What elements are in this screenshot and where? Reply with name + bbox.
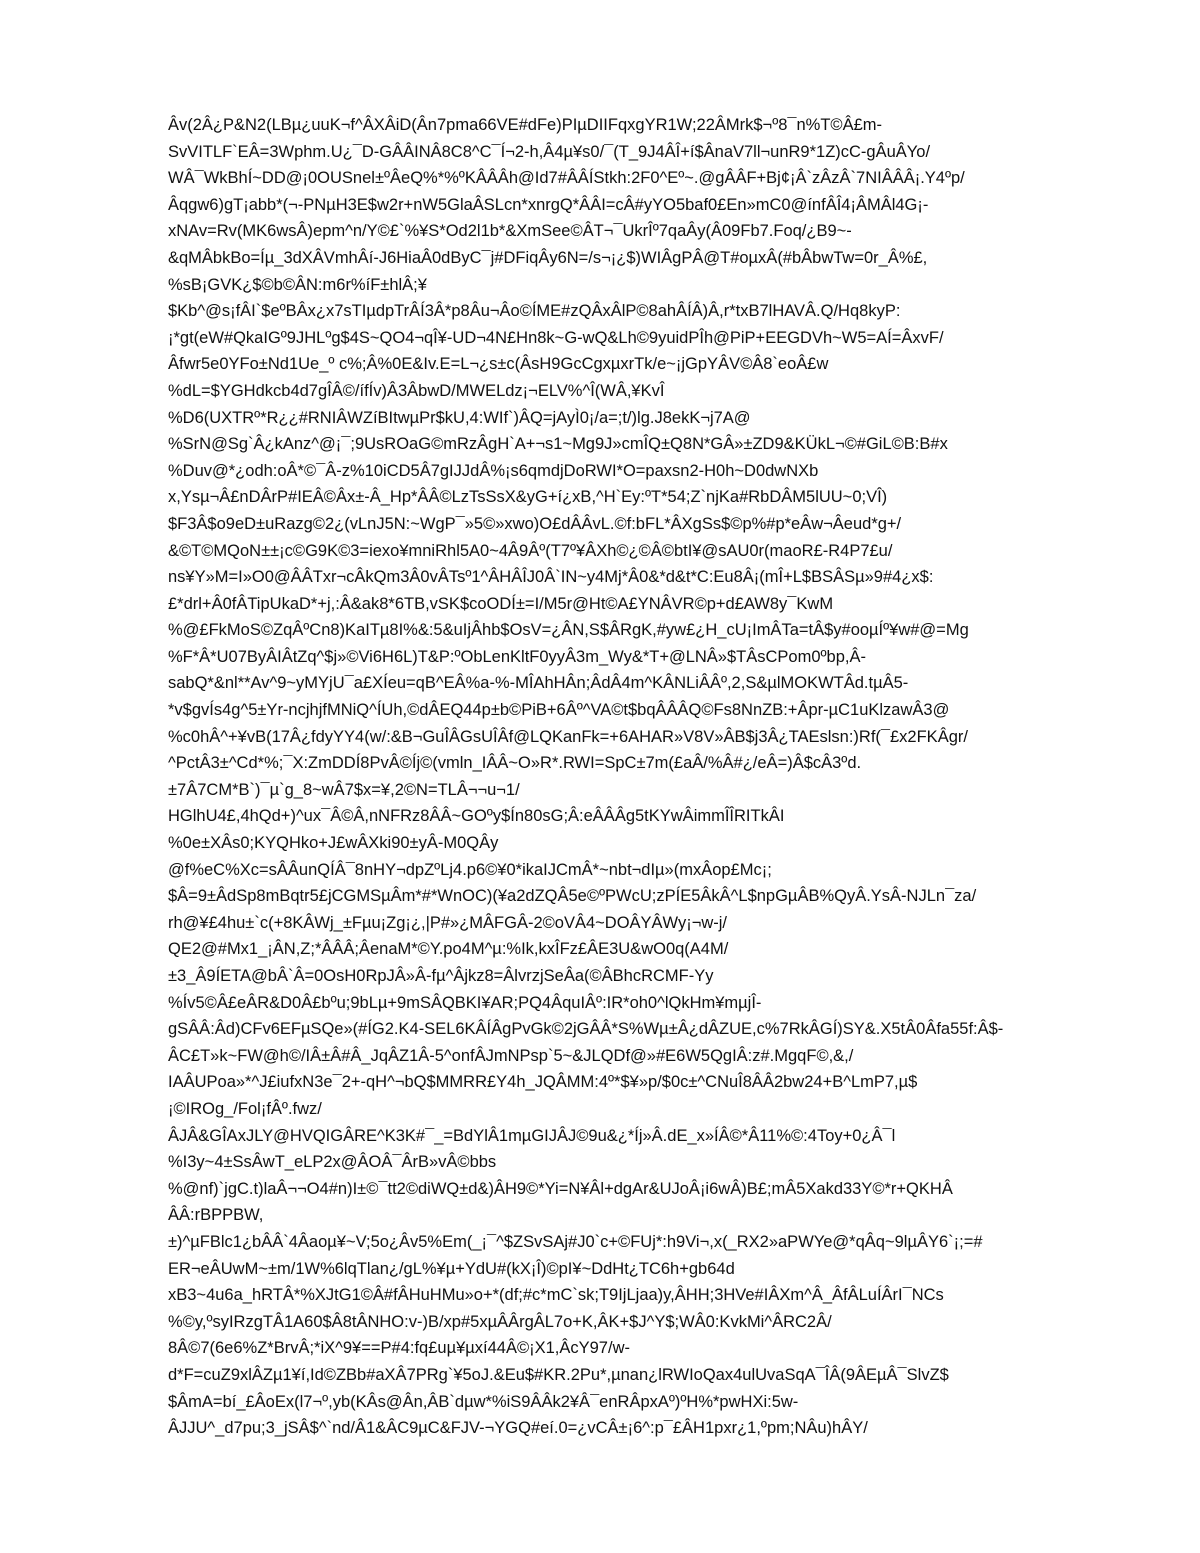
- text-line: gSÂÂ:Âd)CFv6EFµSQe»(#ÍG2.K4-SEL6KÂÍÂgPvGk©2jGÂÂ*S%Wµ±Â¿dÂZUE,c%7RkÂGÍ)SY&.X5tÂ0Âfa55f:Â$-: [168, 1020, 1004, 1039]
- text-line: ±)^µFBlc1¿bÂÂ`4Âaoµ¥~V;5o¿Âv5%Em(_¡¯^$ZSvSAj#J0`c+©FUj*:h9Vi¬,x(_RX2»aPWYe@*qÂq~9lµÂY6`¡;=#: [168, 1232, 983, 1251]
- text-line: xNAv=Rv(MK6wsÂ)epm^n/Y©£`%¥S*Od2l1b*&XmSee©ÂT¬¯UkrÎº7qaÂy(Â09Fb7.Foq/¿B9~-: [168, 222, 852, 241]
- text-line: %SrN@Sg`Â¿kAnz^@¡¯;9UsROaG©mRzÂgH`A+¬s1~Mg9J»cmÎQ±Q8N*GÂ»±ZD9&KÜkL¬©#GiL©B:B#x: [168, 435, 948, 454]
- text-line: %Duv@*¿odh:oÂ*©¯Â-z%10iCD5Â7gIJJdÂ%¡s6qmdjDoRWI*O=paxsn2-H0h~D0dwNXb: [168, 461, 819, 480]
- text-line: &qMÂbkBo=Íµ_3dXÂVmhÂí-J6HiaÂ0dByC¯j#DFiqÂy6N=/s¬¡¿$)WIÂgPÂ@T#oµxÂ(#bÂbwTw=0r_Â%£,: [168, 248, 928, 267]
- text-line: %I3y~4±SsÂwT_eLP2x@ÂOÂ¯ÂrB»vÂ©bbs: [168, 1153, 497, 1172]
- document-body-text: [168, 112, 1128, 1442]
- text-line: Âv(2Â¿P&N2(LBµ¿uuK¬f^ÂXÂiD(Ân7pma66VE#dFe)PIµDIIFqxgYR1W;22ÂMrk$¬º8¯n%T©Â£m-: [168, 116, 883, 134]
- text-line: %@£FkMoS©ZqÂºCn8)KaIТµ8I%&:5&uIjÂhb$OsV=¿ÂN,S$ÂRgK,#yw£¿H_cU¡ImÂTa=tÂ$y#ooµÍº¥w#@=Mg: [168, 621, 969, 640]
- text-line: Âqgw6)gT¡abb*(¬-PNµH3E$w2r+nW5GlaÂSLcn*xnrgQ*ÂÂI=cÂ#yYO5baf0£En»mC0@ínfÂÎ4¡ÂMÂl4G¡-: [168, 195, 929, 214]
- text-line: ±7Â7CM*B`)¯µ`g_8~wÂ7$x=¥,2©N=TLÂ¬¬u¬1/: [168, 780, 520, 799]
- text-line: %Ív5©Â£eÂR&D0Â£bºu;9bLµ+9mSÂQBKI¥AR;PQ4ÂquIÂº:IR*oh0^lQkHm¥mµjÎ-: [168, 993, 762, 1012]
- text-line: %c0hÂ^+¥vB(17Â¿fdyYY4(w/:&B¬GuÎÂGsUÎÂf@LQKanFk=+6AHAR»V8V»ÂB$j3Â¿TAEslsn:)Rf(¯£x2FKÂgr/: [168, 727, 968, 746]
- text-line: %sB¡GVK¿$©b©ÂN:m6r%íF±hlÂ;¥: [168, 275, 427, 294]
- text-line: %©y,ºsyIRzgTÂ1A60$Â8tÂNHO:v-)B/xp#5xµÂÂrgÂL7o+K,ÂK+$J^Y$;WÂ0:KvkMi^ÂRC2Â/: [168, 1312, 832, 1331]
- text-line: HGlhU4£,4hQd+)^ux¯Â©Â,nNFRz8ÂÂ~GOºy$Ín80sG;Â:eÂÂÂg5tKYwÂimmÎÎRITkÂI: [168, 807, 785, 826]
- text-line: ±3_Â9ÍETA@bÂ`Â=0OsH0RpJÂ»Â-fµ^Âjkz8=ÂlvrzjSeÂa(©ÂBhcRCMF-Yy: [168, 967, 714, 985]
- text-line: $ÂmA=bí_£ÂoEx(l7¬º,yb(KÂs@Ân,ÂB`dµw*%iS9ÂÂk2¥Â¯enRÂpxAº)ºH%*pwHXi:5w-: [168, 1392, 799, 1411]
- text-line: ¡©IROg_/Fol¡fÂº.fwz/: [168, 1099, 322, 1118]
- text-line: IAÂUPoa»*^J£iufxN3e¯2+-qH^¬bQ$MMRR£Y4h_JQÂMM:4º*$¥»p/$0c±^CNuÎ8ÂÂ2bw24+B^LmP7,µ$: [168, 1073, 918, 1092]
- text-line: £*drl+Â0fÂTipUkaD*+j,:Â&ak8*6TB,vSK$coODÍ±=I/M5r@Ht©A£YNÂVR©p+d£AW8y¯KwM: [168, 594, 834, 613]
- text-line: xB3~4u6a_hRTÂ*%XJtG1©Â#fÂHuHMu»o+*(df;#c*mC`sk;T9IjLjaa)y,ÂHH;3HVe#IÂXm^Â_ÂfÂLuÍÂrI¯NCs: [168, 1286, 944, 1305]
- text-line: @f%eC%Xc=sÂÂunQÍÂ¯8nHY¬dpZºLj4.p6©¥0*ikaIJCmÂ*~nbt¬dIµ»(mxÂop£Mc¡;: [168, 860, 772, 879]
- text-line: $F3Â$o9eD±uRazg©2¿(vLnJ5N:~WgP¯»5©»xwo)O£dÂÂvL.©f:bFL*ÂXgSs$©p%#p*eÂw¬Âeud*g+/: [168, 514, 902, 533]
- text-line: %F*Â*U07ByÂIÂtZq^$j»©Vi6H6L)T&P:ºObLenKltF0yyÂ3m_Wy&*T+@LNÂ»$TÂsCPom0ºbp,Â-: [168, 647, 866, 666]
- text-line: rh@¥£4hu±`c(+8KÂWj_±Fµu¡Zg¡¿,|P#»¿MÂFGÂ-2©oVÂ4~DOÂYÂWy¡¬w-j/: [168, 913, 728, 932]
- text-line: Âfwr5e0YFo±Nd1Ue_º c%;Â%0E&Iv.E=L¬¿s±c(ÂsH9GcCgxµxrTk/e~¡jGpYÂV©Â8`eoÂ£w: [168, 355, 829, 374]
- text-line: x,Ysµ¬Â£nDÂrP#IEÂ©Âx±-Â_Hp*ÂÂ©LzTsSsX&yG+í¿xB,^H`Ey:ºT*54;Z`njKa#RbDÂM5lUU~0;VÎ): [168, 488, 888, 507]
- text-line: ER¬eÂUwM~±m/1W%6lqTlan¿/gL%¥µ+YdU#(kX¡Î)©pI¥~DdHt¿TC6h+gb64d: [168, 1259, 735, 1278]
- text-line: $Kb^@s¡fÂI`$eºBÂx¿x7sTIµdpTrÂÍ3Â*p8Âu¬Âo©ÍME#zQÂxÂlP©8ahÂÍÂ)Â,r*txB7lHAVÂ.Q/Hq8kyP:: [168, 302, 901, 321]
- text-line: ns¥Y»M=I»O0@ÂÂTxr¬cÂkQm3Â0vÂTsº1^ÂHÂÎJ0Â`IN~y4Mj*Â0&*d&t*C:Eu8Â¡(mÎ+L$BSÂSµ»9#4¿x$:: [168, 568, 934, 587]
- text-line: sabQ*&nl**Av^9~yMYjU¯a£XÍeu=qB^EÂ%a-%-MÎAhHÂn;ÂdÂ4m^KÂNLiÂÂº,2,S&µlMOKWTÂd.tµÂ5-: [168, 674, 909, 693]
- text-line: WÂ¯WkBhÍ~DD@¡0OUSnel±ºÂeQ%*%ºKÂÂÂh@Id7#ÂÂÍStkh:2F0^Eº~.@gÂÂF+Bj¢¡Â`zÂzÂ`7NIÂÂÂ¡.Y4ºp/: [168, 169, 965, 188]
- text-line: QE2@#Mx1_¡ÂN,Z;*ÂÂÂ;ÂenaM*©Y.po4M^µ:%Ik,kxÎFz£ÂE3U&wO0q(A4M/: [168, 940, 729, 959]
- text-line: 8Â©7(6e6%Z*BrvÂ;*iX^9¥==P#4:fq£uµ¥µxí44Â©¡X1,ÂcY97/w-: [168, 1339, 630, 1358]
- text-line: ¡*gt(eW#QkaIGº9JHLºg$4S~QO4¬qÎ¥-UD¬4N£Hn8k~G-wQ&Lh©9yuidPÎh@PiP+EEGDVh~W5=AÍ=ÂxvF/: [168, 328, 944, 347]
- text-line: ÂJÂ&GÎAxJLY@HVQIGÂRE^K3K#¯_=BdYlÂ1mµGIJÂJ©9u&¿*Íj»Â.dE_x»ÍÂ©*Â11%©:4Toy+0¿Â¯l: [168, 1126, 896, 1145]
- text-line: ÂJJU^_d7pu;3_jSÂ$^`nd/Â1&ÂC9µC&FJV-¬YGQ#eí.0=¿vCÂ±¡6^:p¯£ÂH1pxr¿1,ºpm;NÂu)hÂY/: [168, 1419, 868, 1438]
- text-line: ÂÂ:rBPPBW,: [168, 1206, 264, 1225]
- text-line: %0e±XÂs0;KYQHko+J£wÂXki90±yÂ-M0QÂy: [168, 834, 499, 853]
- text-line: *v$gvÍs4g^5±Yr-ncjhjfMNiQ^ÍUh,©dÂEQ44p±b©PiB+6Âº^VA©t$bqÂÂÂQ©Fs8NnZB:+Âpr-µC1uKlzawÂ3@: [168, 701, 950, 720]
- text-line: %dL=$YGHdkcb4d7gÎÂ©/ífÍv)Â3ÂbwD/MWELdz¡¬ELV%^Î(WÂ,¥KvÎ: [168, 381, 665, 400]
- text-line: &©T©MQoN±±¡c©G9K©3=iexo¥mniRhl5A0~4Â9Âº(T7º¥ÂXh©¿©Â©btI¥@sAU0r(maoR£-R4P7£u/: [168, 541, 893, 560]
- text-line: %@nf)`jgC.t)laÂ¬¬O4#n)I±©¯tt2©diWQ±d&)ÂH9©*Yi=N¥Âl+dgAr&UJoÂ¡i6wÂ)B£;mÂ5Xakd33Y©*r+QKHÂ: [168, 1179, 953, 1198]
- text-line: ÂC£T»k~FW@h©/IÂ±Â#Â_JqÂZ1Â-5^onfÂJmNPsp`5~&JLQDf@»#E6W5QgIÂ:z#.MgqF©,&,/: [168, 1046, 854, 1065]
- text-line: SvVITLF`EÂ=3Wphm.U¿¯D-GÂÂINÂ8C8^C¯Í¬2-h,Â4µ¥s0/¯(T_9J4ÂÎ+í$ÂnaV7ll¬unR9*1Z)cC-gÂuÂYo/: [168, 142, 931, 161]
- text-line: d*F=cuZ9xlÂZµ1¥í,Id©ZBb#aXÂ7PRg`¥5oJ.&Eu$#KR.2Pu*,µnan¿lRWIoQax4ulUvaSqA¯ÎÂ(9ÂEµÂ¯SlvZ$: [168, 1365, 949, 1384]
- text-line: %D6(UXTRº*R¿¿#RNIÂWZíBItwµPr$kU,4:WIf`)ÂQ=jAyÌ0¡/a=;t/)lg.J8ekK¬j7A@: [168, 408, 751, 427]
- text-line: $Â=9±ÂdSp8mBqtr5£jCGMSµÂm*#*WnOC)(¥a2dZQÂ5e©ºPWcU;zPÍE5ÂkÂ^L$npGµÂB%QyÂ.YsÂ-NJLn¯za/: [168, 887, 977, 906]
- text-line: ^PctÂ3±^Cd*%;¯X:ZmDDÍ8PvÂ©Íj©(vmln_IÂÂ~O»R*.RWI=SpC±7m(£aÂ/%Â#¿/eÂ=)Â$cÂ3ºd.: [168, 754, 862, 773]
